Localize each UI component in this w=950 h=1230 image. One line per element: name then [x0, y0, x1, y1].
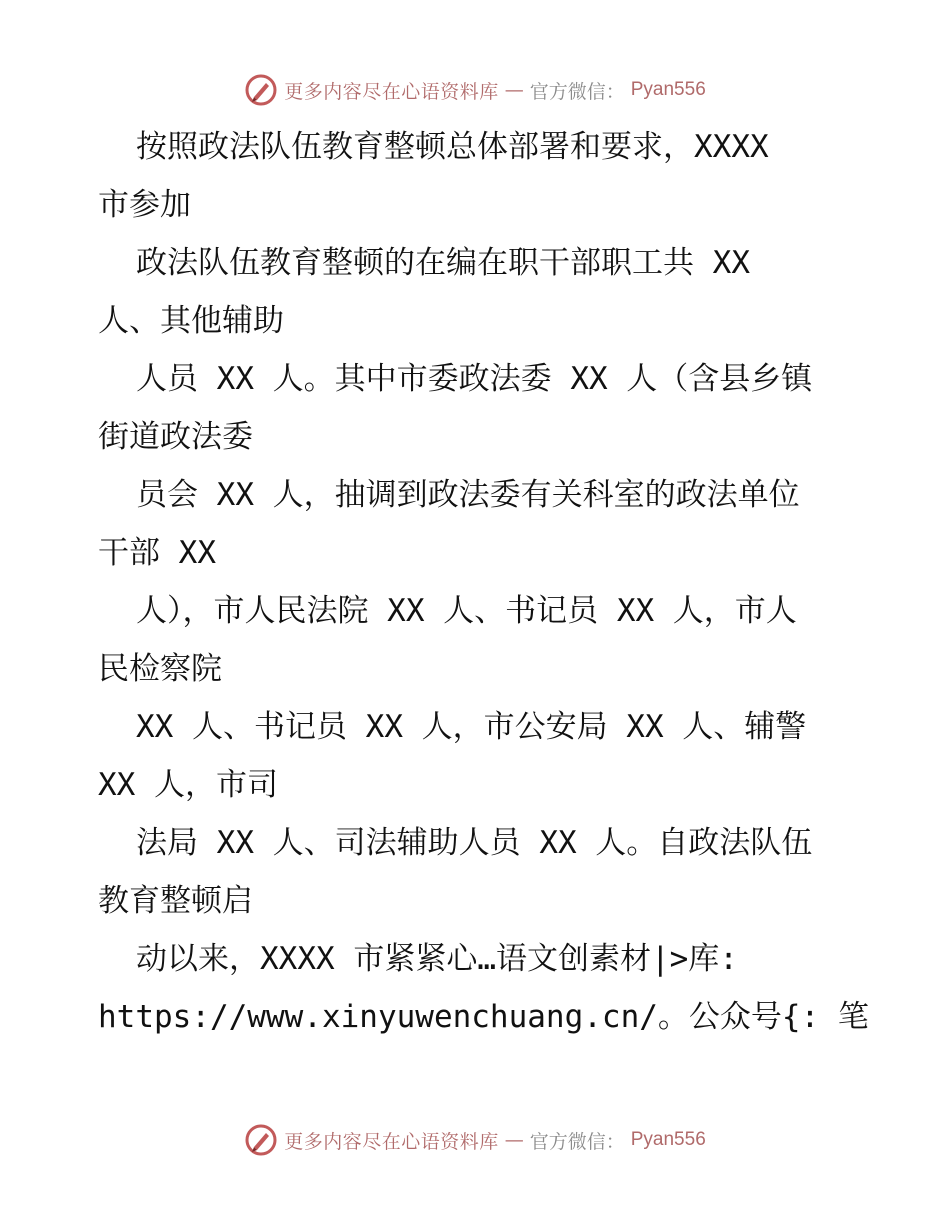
watermark-text: 更多内容尽在心语资料库 — [284, 80, 499, 103]
watermark-wechat-id: Pyan556 — [630, 1129, 706, 1150]
paragraph — [98, 582, 898, 698]
paragraph-line: 人、其他辅助 — [98, 303, 284, 339]
paragraph — [98, 118, 898, 234]
paragraph-line: XX 人，市司 — [98, 767, 278, 803]
watermark-wechat-label: 官方微信： — [529, 80, 625, 103]
watermark-separator: — — [504, 1129, 524, 1151]
paragraph-line-url: https://www.xinyuwenchuang.cn/。公众号{: 笔 — [98, 999, 869, 1035]
pen-logo-icon — [244, 1123, 278, 1157]
paragraph-line: 民检察院 — [98, 651, 222, 687]
document-body — [98, 118, 898, 1046]
paragraph-line: 员会 XX 人，抽调到政法委有关科室的政法单位 — [136, 477, 800, 513]
paragraph — [98, 814, 898, 930]
paragraph — [98, 350, 898, 466]
paragraph-line: 政法队伍教育整顿的在编在职干部职工共 XX — [136, 245, 750, 281]
paragraph-line: 教育整顿启 — [98, 883, 253, 919]
paragraph — [98, 930, 898, 1046]
paragraph — [98, 698, 898, 814]
paragraph-line: 人），市人民法院 XX 人、书记员 XX 人，市人 — [136, 593, 797, 629]
pen-logo-icon — [244, 73, 278, 107]
paragraph-line: 法局 XX 人、司法辅助人员 XX 人。自政法队伍 — [136, 825, 813, 861]
paragraph-line: 人员 XX 人。其中市委政法委 XX 人（含县乡镇 — [136, 361, 813, 397]
paragraph-line: 市参加 — [98, 187, 191, 223]
paragraph — [98, 466, 898, 582]
paragraph — [98, 234, 898, 350]
paragraph-line: 街道政法委 — [98, 419, 253, 455]
watermark-text: 更多内容尽在心语资料库 — [284, 1130, 499, 1153]
watermark-separator: — — [504, 79, 524, 101]
paragraph-line: XX 人、书记员 XX 人，市公安局 XX 人、辅警 — [136, 709, 807, 745]
footer-watermark — [0, 1120, 950, 1160]
paragraph-line: 动以来，XXXX 市紧紧心…语文创素材|>库: — [136, 941, 738, 977]
watermark-wechat-label: 官方微信： — [529, 1130, 625, 1153]
paragraph-line: 干部 XX — [98, 535, 216, 571]
paragraph-line: 按照政法队伍教育整顿总体部署和要求，XXXX — [136, 129, 769, 165]
watermark-wechat-id: Pyan556 — [630, 79, 706, 100]
header-watermark — [0, 70, 950, 110]
